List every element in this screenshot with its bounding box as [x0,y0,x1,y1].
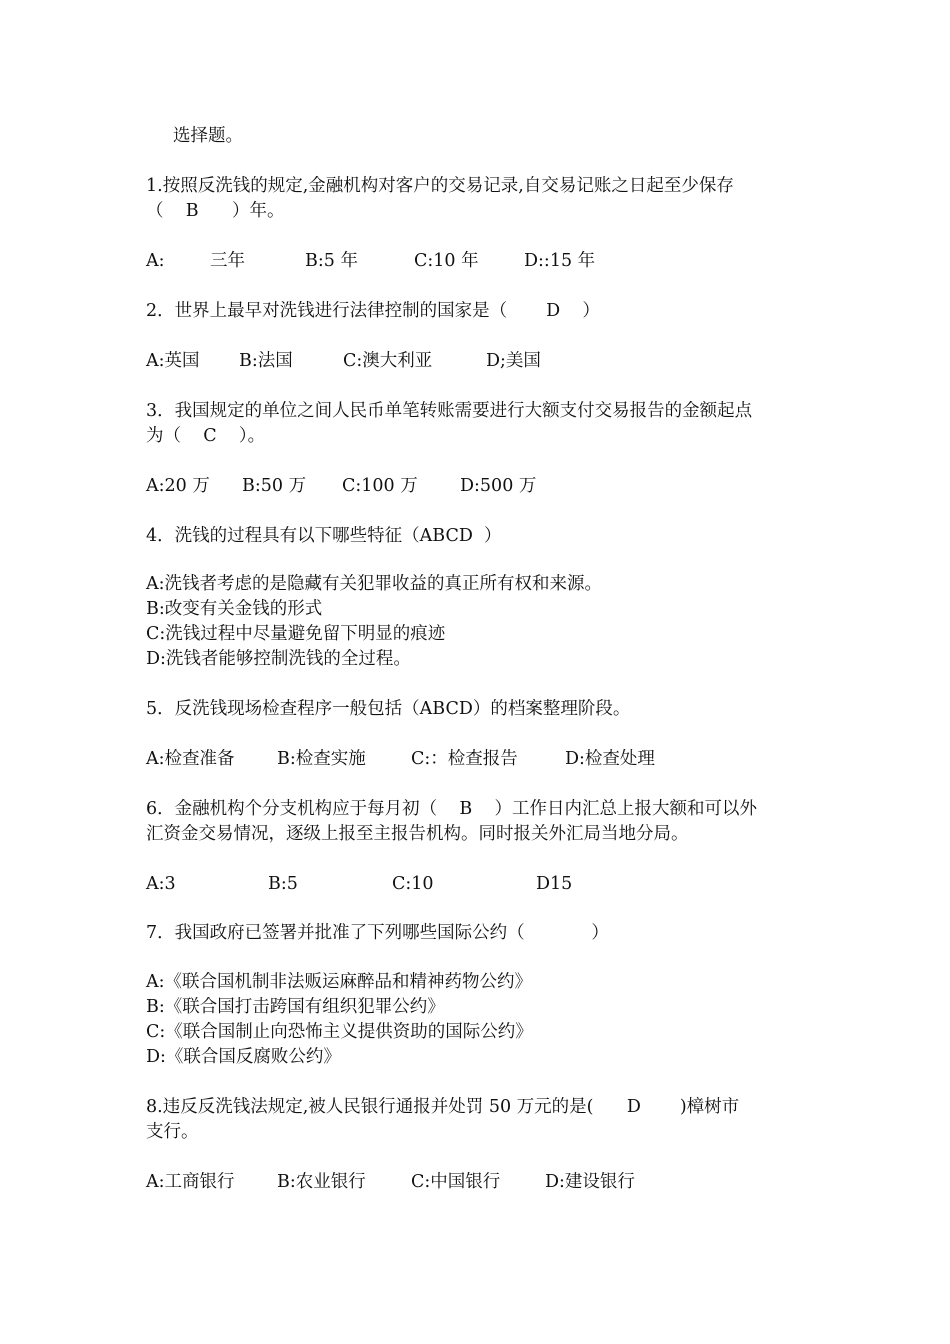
question-5-text: 5．反洗钱现场检查程序一般包括（ABCD）的档案整理阶段。 [146,699,631,719]
question-4-option-d: D:洗钱者能够控制洗钱的全过程。 [146,649,411,669]
question-4-option-c: C:洗钱过程中尽量避免留下明显的痕迹 [146,624,446,644]
question-2-option-c: C:澳大利亚 [343,351,433,371]
question-4-option-a: A:洗钱者考虑的是隐藏有关犯罪收益的真正所有权和来源。 [146,574,603,594]
question-7-option-c: C:《联合国制止向恐怖主义提供资助的国际公约》 [146,1022,533,1042]
question-6-option-d: D15 [536,874,573,894]
question-2-text: 2．世界上最早对洗钱进行法律控制的国家是（ D ） [146,301,600,321]
question-5-option-d: D:检查处理 [565,749,655,769]
question-5-option-c: C:：检查报告 [411,749,518,769]
question-8-text-line-2: 支行。 [146,1122,199,1142]
question-7-option-a: A:《联合国机制非法贩运麻醉品和精神药物公约》 [146,972,533,992]
question-7-option-b: B:《联合国打击跨国有组织犯罪公约》 [146,997,445,1017]
question-1-option-b: B:5 年 [305,251,358,271]
question-1-option-c: C:10 年 [414,251,479,271]
question-7-option-d: D:《联合国反腐败公约》 [146,1047,341,1067]
question-4-text: 4．洗钱的过程具有以下哪些特征（ABCD ） [146,526,502,546]
question-2-option-d: D;美国 [486,351,541,371]
question-6-text-line-2: 汇资金交易情况，逐级上报至主报告机构。同时报关外汇局当地分局。 [146,824,689,844]
question-8-text-line-1: 8.违反反洗钱法规定,被人民银行通报并处罚 50 万元的是( D )樟树市 [146,1097,740,1117]
question-1-option-a: A: [146,251,165,271]
question-8-option-c: C:中国银行 [411,1172,501,1192]
question-8-option-a: A:工商银行 [146,1172,235,1192]
question-3-text-line-1: 3．我国规定的单位之间人民币单笔转账需要进行大额支付交易报告的金额起点 [146,401,753,421]
question-8-option-b: B:农业银行 [277,1172,366,1192]
question-1-text-line-2: （ B ）年。 [146,201,285,221]
question-4-option-b: B:改变有关金钱的形式 [146,599,323,619]
question-5-option-b: B:检查实施 [277,749,366,769]
question-2-option-a: A:英国 [146,351,200,371]
question-7-text: 7．我国政府已签署并批准了下列哪些国际公约（ ） [146,923,609,943]
question-1-option-d: D::15 年 [524,251,596,271]
question-3-option-d: D:500 万 [460,476,537,496]
question-1-option-a-text: 三年 [210,251,245,271]
question-1-text-line-1: 1.按照反洗钱的规定,金融机构对客户的交易记录,自交易记账之日起至少保存 [146,176,734,196]
question-3-option-b: B:50 万 [242,476,307,496]
section-heading: 选择题。 [173,126,243,146]
question-5-option-a: A:检查准备 [146,749,235,769]
question-2-option-b: B:法国 [239,351,293,371]
question-3-option-a: A:20 万 [146,476,210,496]
question-6-option-b: B:5 [268,874,298,894]
question-6-text-line-1: 6．金融机构个分支机构应于每月初（ B ）工作日内汇总上报大额和可以外 [146,799,757,819]
question-6-option-a: A:3 [146,874,176,894]
question-6-option-c: C:10 [392,874,434,894]
question-3-text-line-2: 为（ C ）。 [146,426,266,446]
question-8-option-d: D:建设银行 [545,1172,635,1192]
question-3-option-c: C:100 万 [342,476,418,496]
